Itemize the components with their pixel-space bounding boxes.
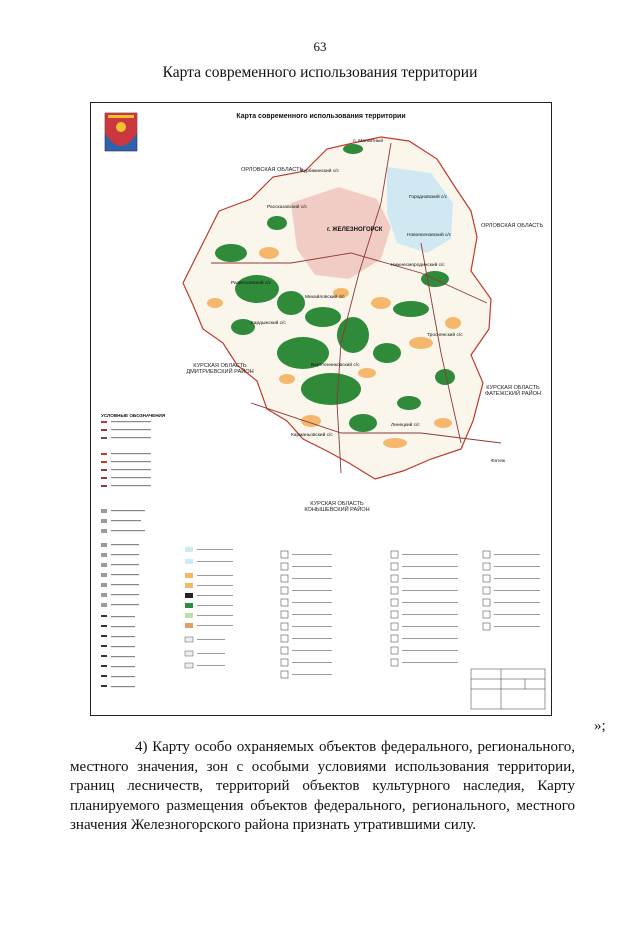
region-label-konyshev: КУРСКАЯ ОБЛАСТЬ КОНЫШЕВСКИЙ РАЙОН [304, 501, 370, 514]
region-label-orel-east: ОРЛОВСКАЯ ОБЛАСТЬ [481, 223, 544, 229]
map-figure [90, 102, 552, 716]
town-kariaginsky: Карманьовский с/с [291, 433, 333, 438]
legend-lines [111, 421, 151, 687]
town-razvetyevsky: Разветьевский с/с [231, 281, 272, 286]
region-label-fatezh: КУРСКАЯ ОБЛАСТЬ ФАТЕЖСКИЙ РАЙОН [484, 385, 542, 398]
town-linets: Линецкий с/с [391, 423, 420, 428]
map-canvas [91, 103, 551, 715]
town-fatezh: Фатеж [491, 459, 506, 464]
town-gorodnovsky: Городновский с/с [409, 195, 448, 200]
title-block [471, 669, 545, 709]
body-paragraph: 4) Карту особо охраняемых объектов федерального, регионального, местного значения, зон с особыми условиями использования территории, границ лесничеств, территорий объектов культурного наследия, Карту планируемого размещения объектов федерального, регионального, местного значения Железногорского района признать утратившими силу. [70, 739, 575, 833]
town-kurbakinsky: Курбакинский с/с [301, 169, 339, 174]
town-zheleznogorsk: г. ЖЕЛЕЗНОГОРСК [327, 227, 383, 233]
region-label-dmitriev: КУРСКАЯ ОБЛАСТЬ ДМИТРИЕВСКИЙ РАЙОН [186, 363, 254, 376]
town-veretennikovsky: Веретенниковский с/с [311, 363, 360, 368]
page-number: 63 [313, 39, 327, 54]
region-label-orel-west: ОРЛОВСКАЯ ОБЛАСТЬ [241, 167, 304, 173]
town-trosnyansky: Троснянский с/с [427, 333, 463, 338]
town-novoyasenovsky: Новоясеновский с/с [407, 233, 452, 238]
map-title: Карта современного использования территории [236, 113, 406, 120]
town-magnitny: п. Магнитный [353, 139, 384, 144]
legend-left [101, 421, 107, 687]
town-mikhaylovsky: Михайловский с/с [305, 295, 345, 300]
legend-title: УСЛОВНЫЕ ОБОЗНАЧЕНИЯ [101, 413, 166, 418]
town-rasskazovsky: Рассказовский с/с [267, 205, 307, 210]
page-title: Карта современного использования территории [162, 64, 478, 81]
legend-bottom [185, 547, 540, 678]
closing-quote: »; [594, 718, 606, 734]
town-kurdyukovsky: Кардыжский с/с [251, 321, 286, 326]
town-nizhnesmorodinsky: Нижнесмородинский с/с [391, 263, 445, 268]
